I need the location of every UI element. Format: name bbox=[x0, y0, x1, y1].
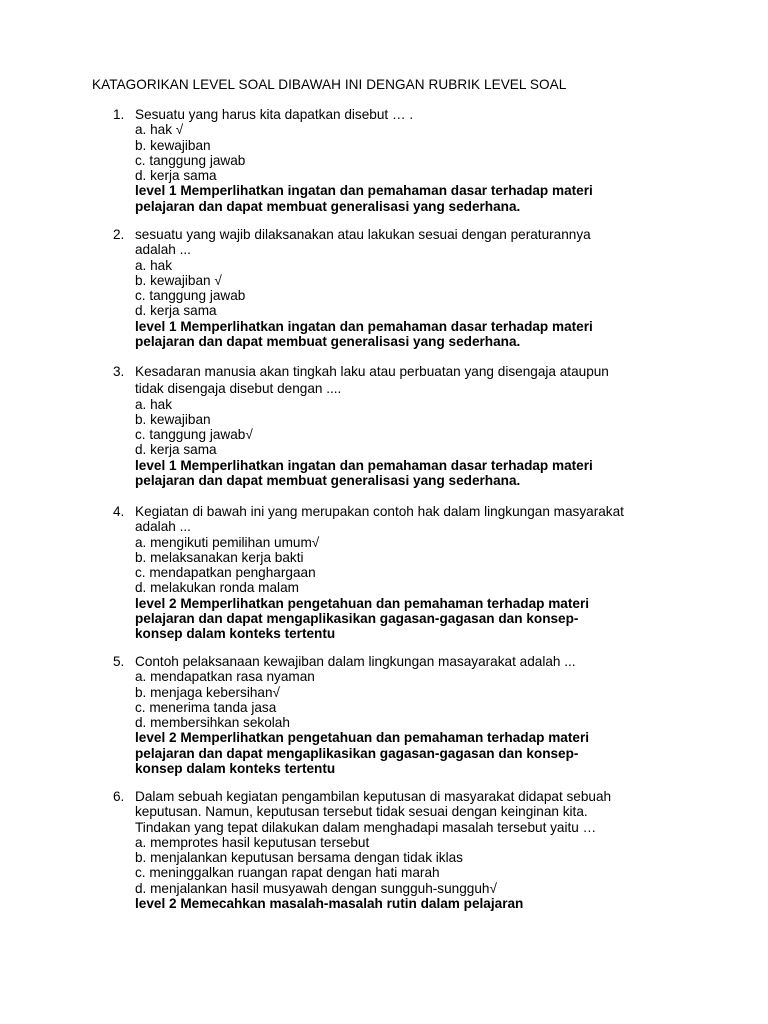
question-text: Kegiatan di bawah ini yang merupakan contoh hak dalam lingkungan masyarakat bbox=[135, 504, 624, 519]
level-rubric: pelajaran dan dapat membuat generalisasi yang sederhana. bbox=[135, 334, 521, 350]
question-number: 2. bbox=[113, 227, 125, 242]
level-rubric: level 2 Memecahkan masalah-masalah rutin dalam pelajaran bbox=[135, 896, 524, 912]
answer-option-c: c. menerima tanda jasa bbox=[135, 699, 277, 715]
answer-option-d: d. kerja sama bbox=[135, 168, 217, 184]
answer-option-d: d. kerja sama bbox=[135, 303, 217, 319]
answer-option-d: d. menjalankan hasil musyawah dengan sungguh-sungguh√ bbox=[135, 880, 497, 896]
question-text: Contoh pelaksanaan kewajiban dalam lingkungan masayarakat adalah ... bbox=[135, 654, 576, 669]
answer-option-a: a. memprotes hasil keputusan tersebut bbox=[135, 834, 370, 850]
level-rubric: level 2 Memperlihatkan pengetahuan dan pemahaman terhadap materi bbox=[135, 730, 590, 746]
question-body bbox=[135, 227, 695, 349]
level-rubric: level 1 Memperlihatkan ingatan dan pemahaman dasar terhadap materi bbox=[135, 318, 593, 334]
answer-option-b: b. menjaga kebersihan√ bbox=[135, 684, 280, 700]
question-text: Dalam sebuah kegiatan pengambilan keputusan di masyarakat didapat sebuah bbox=[135, 789, 612, 804]
question-text: tidak disengaja disebut dengan .... bbox=[135, 381, 342, 397]
answer-option-d: d. kerja sama bbox=[135, 442, 217, 458]
question-number: 3. bbox=[113, 364, 125, 379]
level-rubric: pelajaran dan dapat mengaplikasikan gagasan-gagasan dan konsep- bbox=[135, 611, 579, 627]
question-body bbox=[135, 107, 695, 214]
question-text: adalah ... bbox=[135, 242, 191, 258]
answer-option-a: a. mendapatkan rasa nyaman bbox=[135, 669, 315, 685]
answer-option-b: b. kewajiban √ bbox=[135, 272, 222, 288]
answer-option-c: c. tanggung jawab bbox=[135, 288, 246, 304]
question-text: adalah ... bbox=[135, 519, 191, 535]
answer-option-c: c. tanggung jawab√ bbox=[135, 427, 253, 443]
question-number: 5. bbox=[113, 654, 125, 669]
question-body bbox=[135, 789, 695, 911]
answer-option-a: a. hak bbox=[135, 396, 173, 412]
answer-option-b: b. melaksanakan kerja bakti bbox=[135, 549, 304, 565]
level-rubric: pelajaran dan dapat membuat generalisasi yang sederhana. bbox=[135, 198, 521, 214]
answer-option-b: b. menjalankan keputusan bersama dengan tidak iklas bbox=[135, 850, 463, 866]
answer-option-d: d. membersihkan sekolah bbox=[135, 715, 290, 731]
document-title: KATAGORIKAN LEVEL SOAL DIBAWAH INI DENGAN RUBRIK LEVEL SOAL bbox=[92, 77, 567, 92]
answer-option-a: a. hak √ bbox=[135, 122, 184, 138]
question-number: 6. bbox=[113, 789, 125, 804]
question-text: Tindakan yang tepat dilakukan dalam menghadapi masalah tersebut yaitu … bbox=[135, 819, 597, 835]
question-number: 4. bbox=[113, 504, 125, 519]
answer-option-a: a. mengikuti pemilihan umum√ bbox=[135, 534, 320, 550]
question-text: Sesuatu yang harus kita dapatkan disebut … . bbox=[135, 107, 414, 122]
level-rubric: level 1 Memperlihatkan ingatan dan pemahaman dasar terhadap materi bbox=[135, 183, 593, 199]
question-body bbox=[135, 504, 695, 642]
level-rubric: pelajaran dan dapat mengaplikasikan gagasan-gagasan dan konsep- bbox=[135, 745, 579, 761]
question-body bbox=[135, 654, 695, 776]
answer-option-b: b. kewajiban bbox=[135, 137, 211, 153]
question-text: Kesadaran manusia akan tingkah laku atau perbuatan yang disengaja ataupun bbox=[135, 364, 609, 379]
answer-option-c: c. meninggalkan ruangan rapat dengan hati marah bbox=[135, 865, 440, 881]
question-text: sesuatu yang wajib dilaksanakan atau lakukan sesuai dengan peraturannya bbox=[135, 227, 591, 242]
level-rubric: konsep dalam konteks tertentu bbox=[135, 761, 336, 777]
answer-option-b: b. kewajiban bbox=[135, 411, 211, 427]
question-number: 1. bbox=[113, 107, 125, 122]
level-rubric: konsep dalam konteks tertentu bbox=[135, 626, 336, 642]
level-rubric: pelajaran dan dapat membuat generalisasi yang sederhana. bbox=[135, 473, 521, 489]
answer-option-d: d. melakukan ronda malam bbox=[135, 580, 299, 596]
level-rubric: level 2 Memperlihatkan pengetahuan dan pemahaman terhadap materi bbox=[135, 595, 590, 611]
answer-option-a: a. hak bbox=[135, 257, 173, 273]
answer-option-c: c. mendapatkan penghargaan bbox=[135, 565, 316, 581]
level-rubric: level 1 Memperlihatkan ingatan dan pemahaman dasar terhadap materi bbox=[135, 457, 593, 473]
question-text: keputusan. Namun, keputusan tersebut tidak sesuai dengan keinginan kita. bbox=[135, 804, 588, 820]
question-body bbox=[135, 364, 695, 488]
answer-option-c: c. tanggung jawab bbox=[135, 152, 246, 168]
